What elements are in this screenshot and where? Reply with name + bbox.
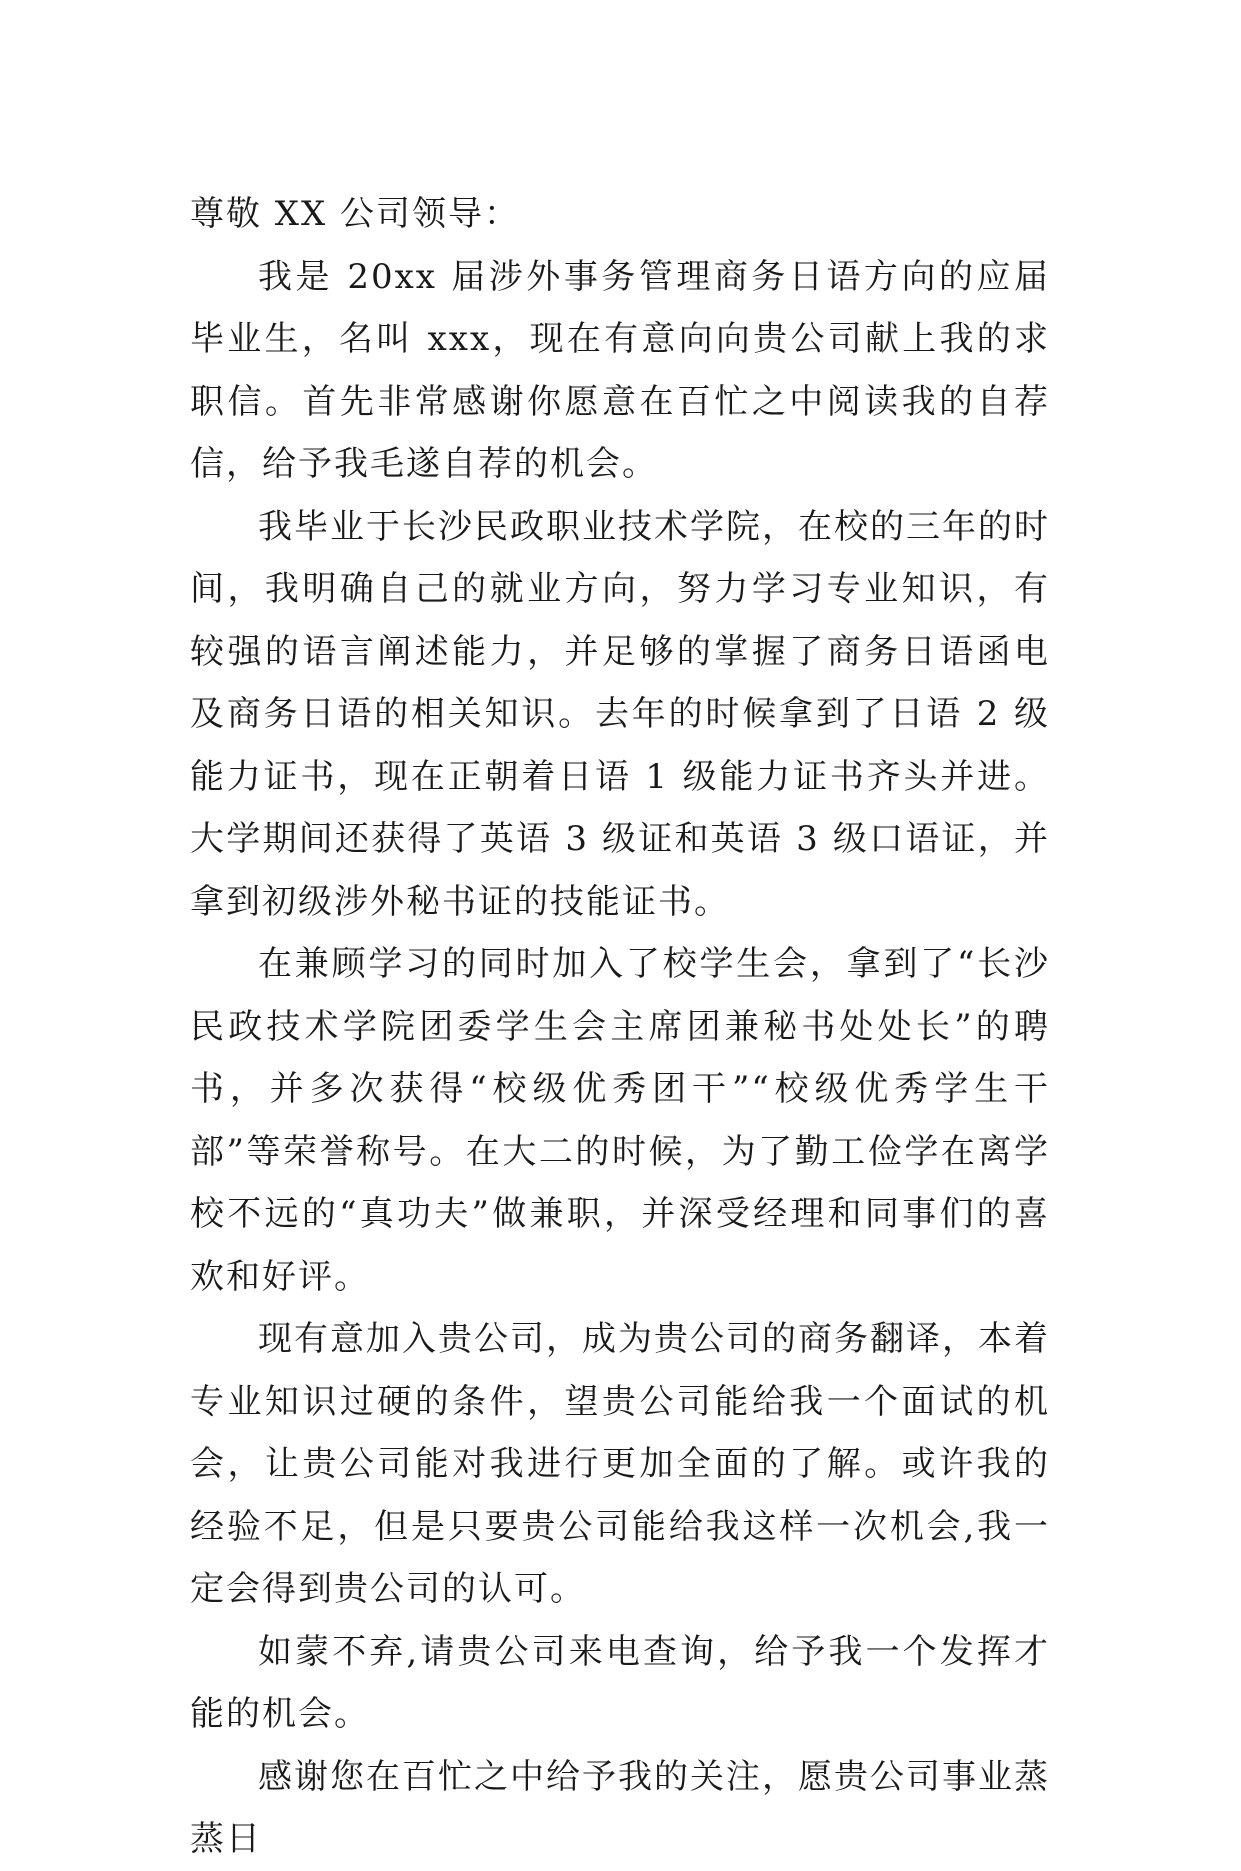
paragraph-education: 我毕业于长沙民政职业技术学院，在校的三年的时间，我明确自己的就业方向，努力学习专业知识，有较强的语言阐述能力，并足够的掌握了商务日语函电及商务日语的相关知识。去年的时候拿到了日语 2 级能力证书，现在正朝着日语 1 级能力证书齐头并进。大学期间还获得了英语 3 级证和英语 3 级口语证，并拿到初级涉外秘书证的技能证书。 — [190, 506, 1050, 922]
salutation: 尊敬 XX 公司领导： — [190, 194, 521, 234]
paragraph-closing: 感谢您在百忙之中给予我的关注，愿贵公司事业蒸蒸日 — [190, 1756, 1050, 1859]
paragraph-intro: 我是 20xx 届涉外事务管理商务日语方向的应届毕业生，名叫 xxx，现在有意向向贵公司献上我的求职信。首先非常感谢你愿意在百忙之中阅读我的自荐信，给予我毛遂自荐的机会。 — [190, 256, 1050, 484]
paragraph-request: 如蒙不弃,请贵公司来电查询，给予我一个发挥才能的机会。 — [190, 1631, 1050, 1734]
cover-letter — [190, 183, 1050, 1871]
paragraph-activities: 在兼顾学习的同时加入了校学生会，拿到了“长沙民政技术学院团委学生会主席团兼秘书处处长”的聘书，并多次获得“校级优秀团干”“校级优秀学生干部”等荣誉称号。在大二的时候，为了勤工俭学在离学校不远的“真功夫”做兼职，并深受经理和同事们的喜欢和好评。 — [190, 944, 1050, 1297]
paragraph-motivation: 现有意加入贵公司，成为贵公司的商务翻译，本着专业知识过硬的条件，望贵公司能给我一个面试的机会，让贵公司能对我进行更加全面的了解。或许我的经验不足，但是只要贵公司能给我这样一次机会,我一定会得到贵公司的认可。 — [190, 1319, 1050, 1609]
